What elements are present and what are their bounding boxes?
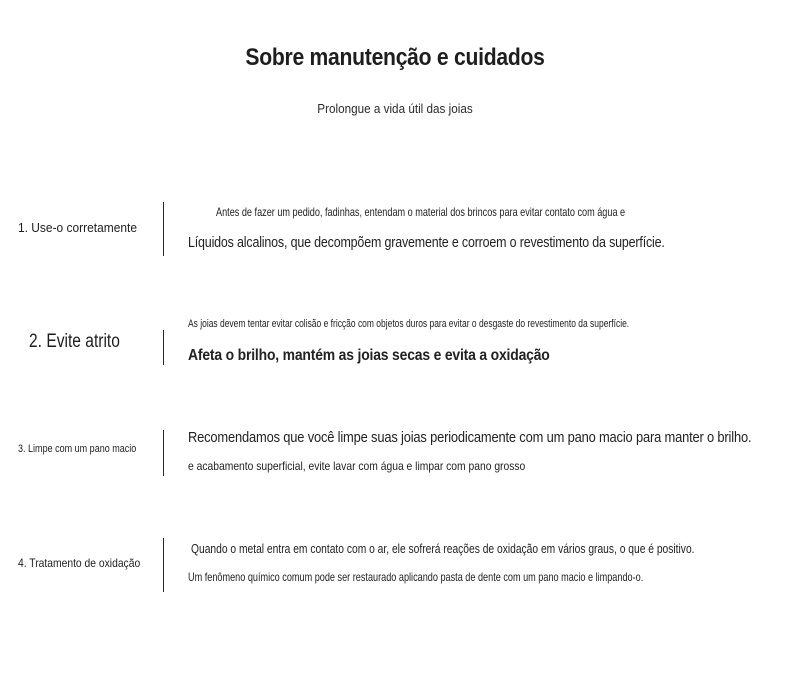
care-section-soft-cloth (0, 424, 790, 484)
section-text-line: Quando o metal entra em contato com o ar, ele sofrerá reações de oxidação em vários graus, o que é positivo. (191, 541, 695, 556)
care-section-use-correctly (0, 196, 790, 256)
section-divider (163, 330, 164, 365)
section-label: 4. Tratamento de oxidação (18, 556, 141, 570)
section-text-line: Líquidos alcalinos, que decompõem gravemente e corroem o revestimento da superfície. (188, 234, 665, 251)
section-label: 3. Limpe com um pano macio (18, 443, 137, 455)
section-text-line: Um fenômeno químico comum pode ser restaurado aplicando pasta de dente com um pano macio e limpando-o. (188, 570, 644, 584)
section-text-line: e acabamento superficial, evite lavar com água e limpar com pano grosso (188, 459, 526, 473)
section-divider (163, 538, 164, 592)
section-label: 1. Use-o corretamente (18, 220, 137, 235)
page-title: Sobre manutenção e cuidados (245, 44, 545, 71)
section-divider (163, 202, 164, 256)
care-section-avoid-friction (0, 310, 790, 370)
section-label: 2. Evite atrito (29, 331, 120, 352)
care-section-oxidation (0, 534, 790, 594)
section-text-line: Antes de fazer um pedido, fadinhas, entendam o material dos brincos para evitar contato com água e (216, 205, 626, 219)
section-divider (163, 430, 164, 476)
section-text-line: Recomendamos que você limpe suas joias periodicamente com um pano macio para manter o brilho. (188, 429, 752, 446)
page-subtitle: Prolongue a vida útil das joias (317, 101, 473, 116)
section-text-line: As joias devem tentar evitar colisão e fricção com objetos duros para evitar o desgaste do revestimento da superfície. (188, 318, 630, 330)
section-text-line: Afeta o brilho, mantém as joias secas e evita a oxidação (188, 347, 550, 364)
